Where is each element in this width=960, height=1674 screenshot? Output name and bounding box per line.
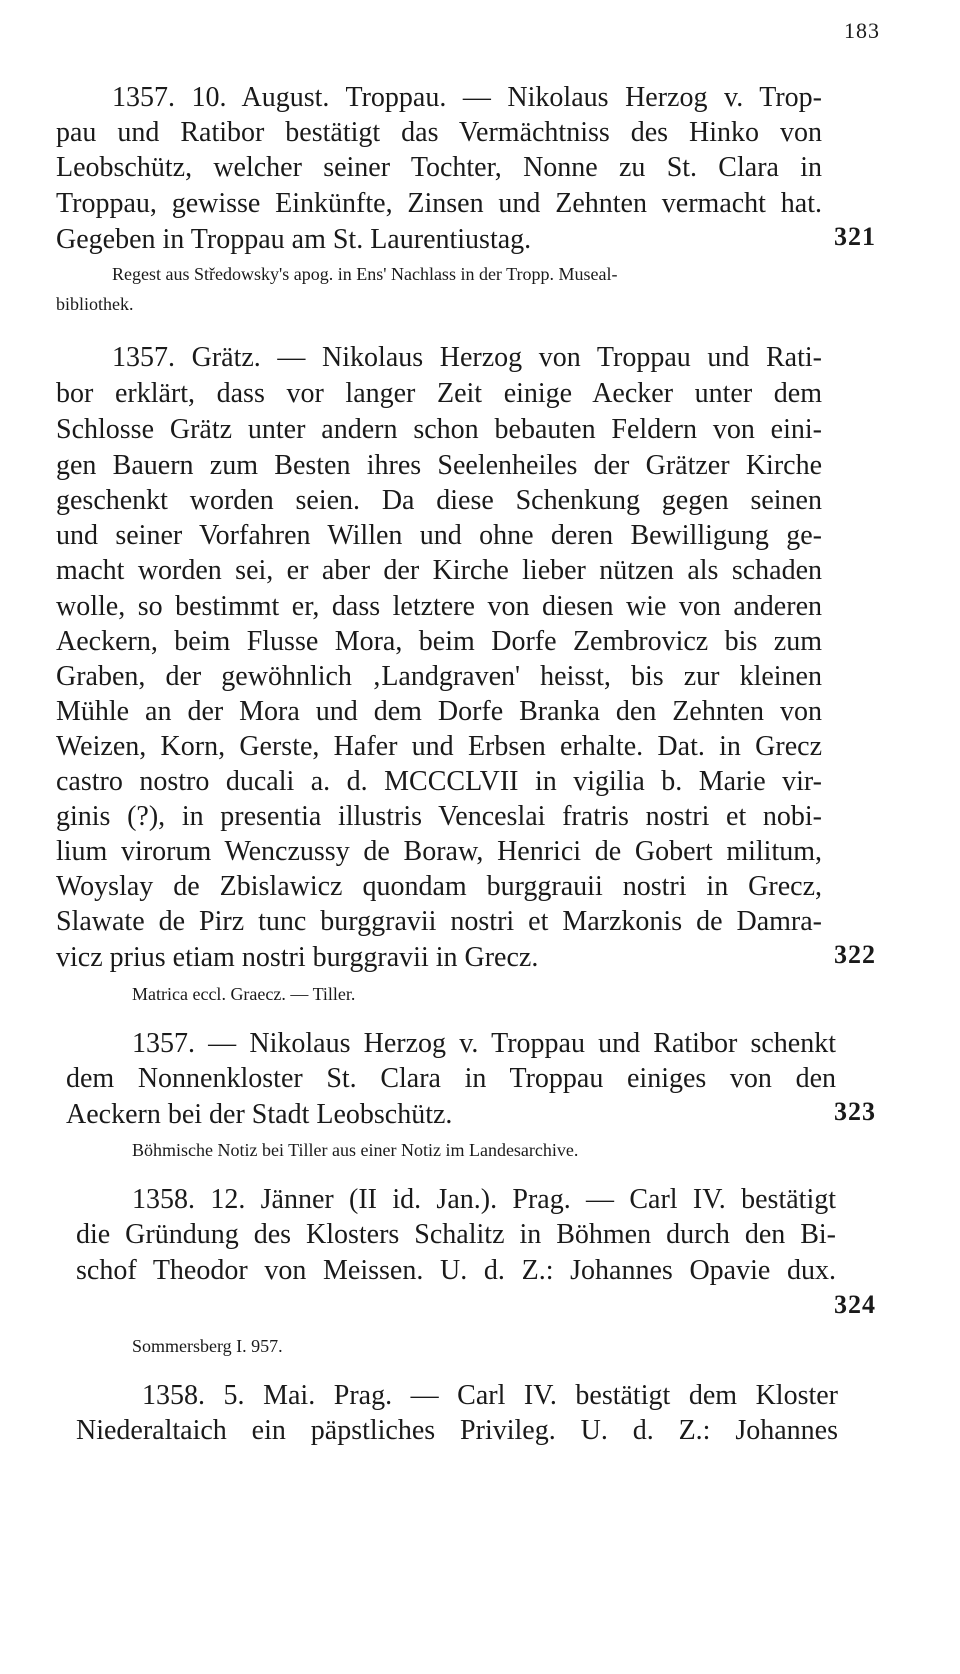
entry-number-322: 322 <box>834 940 876 969</box>
entry-321-line-2: pau und Ratibor bestätigt das Vermächtniss des Hinko von <box>56 117 822 148</box>
entry-321-line-1: 1357. 10. August. Troppau. — Nikolaus Herzog v. Trop- <box>112 82 822 113</box>
entry-321-source-line-2: bibliothek. <box>56 294 134 314</box>
entry-322-line-4: gen Bauern zum Besten ihres Seelenheiles der Grätzer Kirche <box>56 450 822 481</box>
entry-322-line-12: Weizen, Korn, Gerste, Hafer und Erbsen erhalte. Dat. in Grecz <box>56 731 822 762</box>
entry-322-source-line-1: Matrica eccl. Graecz. — Tiller. <box>132 984 356 1004</box>
entry-322-line-17: Slawate de Pirz tunc burggravii nostri et Marzkonis de Damra- <box>56 906 822 937</box>
entry-324-line-2: die Gründung des Klosters Schalitz in Böhmen durch den Bi- <box>76 1219 836 1250</box>
entry-323-line-2: dem Nonnenkloster St. Clara in Troppau einiges von den <box>66 1063 836 1094</box>
entry-322-line-1: 1357. Grätz. — Nikolaus Herzog von Troppau und Rati- <box>112 342 822 373</box>
entry-number-323: 323 <box>834 1097 876 1126</box>
entry-324-line-3: schof Theodor von Meissen. U. d. Z.: Johannes Opavie dux. <box>76 1255 836 1286</box>
entry-322-line-18: vicz prius etiam nostri burggravii in Grecz. <box>56 942 539 973</box>
entry-321-line-3: Leobschütz, welcher seiner Tochter, Nonne zu St. Clara in <box>56 152 822 183</box>
entry-322-line-7: macht worden sei, er aber der Kirche lieber nützen als schaden <box>56 555 822 586</box>
entry-322-line-11: Mühle an der Mora und dem Dorfe Branka den Zehnten von <box>56 696 822 727</box>
entry-323-line-1: 1357. — Nikolaus Herzog v. Troppau und Ratibor schenkt <box>132 1028 836 1059</box>
entry-323-line-3: Aeckern bei der Stadt Leobschütz. <box>66 1099 453 1130</box>
entry-323-source-line-1: Böhmische Notiz bei Tiller aus einer Notiz im Landesarchive. <box>132 1140 579 1160</box>
entry-324-line-1: 1358. 12. Jänner (II id. Jan.). Prag. — Carl IV. bestätigt <box>132 1184 836 1215</box>
entry-325-line-2: Niederaltaich ein päpstliches Privileg. U. d. Z.: Johannes <box>76 1415 838 1446</box>
entry-322-line-9: Aeckern, beim Flusse Mora, beim Dorfe Zembrovicz bis zum <box>56 626 822 657</box>
page-number: 183 <box>844 18 880 43</box>
entry-322-line-3: Schlosse Grätz unter andern schon bebauten Feldern von eini- <box>56 414 822 445</box>
entry-322-line-15: lium virorum Wenczussy de Boraw, Henrici de Gobert militum, <box>56 836 822 867</box>
entry-322-line-16: Woyslay de Zbislawicz quondam burggrauii nostri in Grecz, <box>56 871 822 902</box>
entry-322-line-5: geschenkt worden seien. Da diese Schenkung gegen seinen <box>56 485 822 516</box>
entry-322-line-2: bor erklärt, dass vor langer Zeit einige Aecker unter dem <box>56 378 822 409</box>
entry-324-source-line-1: Sommersberg I. 957. <box>132 1336 283 1356</box>
entry-321-line-4: Troppau, gewisse Einkünfte, Zinsen und Zehnten vermacht hat. <box>56 188 822 219</box>
entry-number-324: 324 <box>834 1290 876 1319</box>
entry-325-line-1: 1358. 5. Mai. Prag. — Carl IV. bestätigt dem Kloster <box>142 1380 838 1411</box>
entry-321-line-5: Gegeben in Troppau am St. Laurentiustag. <box>56 224 532 255</box>
entry-322-line-14: ginis (?), in presentia illustris Venceslai fratris nostri et nobi- <box>56 801 822 832</box>
entry-322-line-13: castro nostro ducali a. d. MCCCLVII in vigilia b. Marie vir- <box>56 766 822 797</box>
entry-321-source-line-1: Regest aus Středowsky's apog. in Ens' Nachlass in der Tropp. Museal- <box>112 264 618 284</box>
entry-322-line-10: Graben, der gewöhnlich ‚Landgraven' heisst, bis zur kleinen <box>56 661 822 692</box>
entry-322-line-6: und seiner Vorfahren Willen und ohne deren Bewilligung ge- <box>56 520 822 551</box>
entry-322-line-8: wolle, so bestimmt er, dass letztere von diesen wie von anderen <box>56 591 822 622</box>
entry-number-321: 321 <box>834 222 876 251</box>
